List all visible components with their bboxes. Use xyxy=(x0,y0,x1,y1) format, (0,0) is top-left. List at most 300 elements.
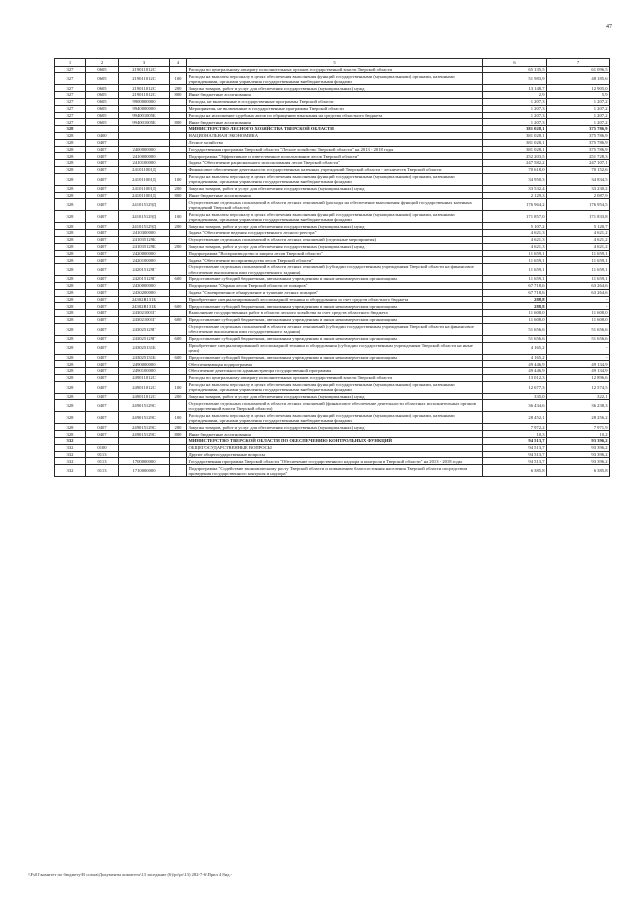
expense-type-cell xyxy=(170,465,187,477)
expense-type-cell: 200 xyxy=(170,223,187,230)
expense-type-cell xyxy=(170,250,187,257)
table-row xyxy=(55,236,610,243)
target-article-cell: 2410300000 xyxy=(119,230,170,237)
amount-planned-cell: 33 532,4 xyxy=(483,185,547,192)
amount-actual-cell: 6 385,8 xyxy=(547,465,610,477)
description-cell: Иные бюджетные ассигнования xyxy=(187,192,483,199)
expense-type-cell: 600 xyxy=(170,276,187,283)
table-row xyxy=(55,444,610,451)
expense-type-cell xyxy=(170,368,187,375)
table-row xyxy=(55,342,610,354)
admin-code-cell: 328 xyxy=(55,424,86,431)
table-row xyxy=(55,146,610,153)
section-code-cell: 0113 xyxy=(86,465,119,477)
section-code-cell: 0407 xyxy=(86,412,119,424)
amount-actual-cell: 4 621,2 xyxy=(547,230,610,237)
target-article-cell: 2410000000 xyxy=(119,153,170,160)
table-row xyxy=(55,132,610,139)
expense-type-cell xyxy=(170,132,187,139)
description-cell: Подпрограмма "Охрана лесов Тверской области от пожаров" xyxy=(187,282,483,289)
amount-planned-cell: 1 207,3 xyxy=(483,98,547,105)
section-code-cell xyxy=(86,438,119,445)
expense-type-cell: 600 xyxy=(170,303,187,310)
amount-planned-cell: 94 513,7 xyxy=(483,444,547,451)
description-cell: Закупка товаров, работ и услуг для обеспечения государственных (муниципальных) нужд xyxy=(187,424,483,431)
admin-code-cell: 328 xyxy=(55,310,86,317)
admin-code-cell: 328 xyxy=(55,354,86,361)
amount-planned-cell: 94 513,7 xyxy=(483,458,547,465)
amount-planned-cell: 1 207,3 xyxy=(483,119,547,126)
description-cell: Подпрограмма "Содействие экономическому росту Тверской области и повышению благосостояния населения Тверской области посредством проведения государственного контроля и надзора" xyxy=(187,465,483,477)
expense-type-cell: 800 xyxy=(170,431,187,438)
admin-code-cell: 328 xyxy=(55,230,86,237)
table-row xyxy=(55,166,610,173)
target-article-cell: 9900000000 xyxy=(119,98,170,105)
amount-planned-cell: 4 621,3 xyxy=(483,243,547,250)
description-cell: Закупка товаров, работ и услуг для обеспечения государственных (муниципальных) нужд xyxy=(187,223,483,230)
section-code-cell: 0605 xyxy=(86,85,119,92)
section-code-cell: 0407 xyxy=(86,160,119,167)
amount-actual-cell: - xyxy=(547,303,610,310)
admin-code-cell: 327 xyxy=(55,73,86,85)
section-code-cell: 0407 xyxy=(86,374,119,381)
admin-code-cell: 327 xyxy=(55,66,86,73)
amount-actual-cell: 11 659,1 xyxy=(547,250,610,257)
table-row xyxy=(55,73,610,85)
amount-actual-cell: 11 659,1 xyxy=(547,257,610,264)
description-cell: Финансовое обеспечение деятельности государственных казенных учреждений Тверской области - лесничеств Тверской области xyxy=(187,166,483,173)
amount-actual-cell: 93 396,2 xyxy=(547,444,610,451)
description-cell: Расходы по центральному аппарату исполнительных органов государственной власти Тверской области xyxy=(187,66,483,73)
target-article-cell: 241015129Д xyxy=(119,223,170,230)
expense-type-cell xyxy=(170,230,187,237)
target-article-cell: 243021001Г xyxy=(119,310,170,317)
table-row xyxy=(55,361,610,368)
description-cell: ОБЩЕГОСУДАРСТВЕННЫЕ ВОПРОСЫ xyxy=(187,444,483,451)
description-cell: Расходы по центральному аппарату исполнительных органов государственной власти Тверской области xyxy=(187,374,483,381)
amount-actual-cell: - xyxy=(547,296,610,303)
target-article-cell xyxy=(119,444,170,451)
header-cell: 3 xyxy=(119,59,170,67)
amount-planned-cell: 381 028,1 xyxy=(483,132,547,139)
table-row xyxy=(55,310,610,317)
section-code-cell: 0407 xyxy=(86,166,119,173)
table-row xyxy=(55,250,610,257)
admin-code-cell: 328 xyxy=(55,211,86,223)
expense-type-cell xyxy=(170,199,187,211)
admin-code-cell: 328 xyxy=(55,296,86,303)
table-row xyxy=(55,296,610,303)
amount-actual-cell: 28 256,2 xyxy=(547,412,610,424)
amount-actual-cell: 375 786,9 xyxy=(547,132,610,139)
amount-actual-cell: 34 834,5 xyxy=(547,173,610,185)
admin-code-cell: 328 xyxy=(55,153,86,160)
table-row xyxy=(55,393,610,400)
expense-type-cell: 200 xyxy=(170,85,187,92)
table-row xyxy=(55,289,610,296)
expense-type-cell xyxy=(170,105,187,112)
amount-planned-cell: 51 983,9 xyxy=(483,73,547,85)
target-article-cell: 9940000000 xyxy=(119,105,170,112)
target-article-cell: 2430200000 xyxy=(119,289,170,296)
target-article-cell xyxy=(119,438,170,445)
expense-type-cell xyxy=(170,361,187,368)
section-code-cell: 0407 xyxy=(86,323,119,335)
expense-type-cell xyxy=(170,139,187,146)
expense-type-cell xyxy=(170,66,187,73)
section-code-cell: 0605 xyxy=(86,92,119,99)
table-row xyxy=(55,424,610,431)
amount-planned-cell: 4 621,3 xyxy=(483,236,547,243)
table-row xyxy=(55,119,610,126)
description-cell: НАЦИОНАЛЬНАЯ ЭКОНОМИКА xyxy=(187,132,483,139)
section-code-cell: 0407 xyxy=(86,335,119,342)
amount-actual-cell: 11 659,1 xyxy=(547,264,610,276)
amount-actual-cell: 12 896,6 xyxy=(547,374,610,381)
description-cell: Приобретение специализированной лесопожарной техники и оборудования (субсидии государственным учреждениям Тверской области на иные цели) xyxy=(187,342,483,354)
expense-type-cell: 100 xyxy=(170,211,187,223)
admin-code-cell: 328 xyxy=(55,400,86,412)
amount-planned-cell: 247 582,2 xyxy=(483,160,547,167)
amount-planned-cell: 12 677,3 xyxy=(483,381,547,393)
section-code-cell: 0407 xyxy=(86,250,119,257)
description-cell: Закупка товаров, работ и услуг для обеспечения государственных (муниципальных) нужд xyxy=(187,393,483,400)
amount-planned-cell: 51 656,6 xyxy=(483,323,547,335)
section-code-cell: 0407 xyxy=(86,303,119,310)
budget-table xyxy=(54,58,610,477)
description-cell: Расходы на выплаты персоналу в целях обеспечения выполнения функций государственными (муниципальными) органами, казенными учреждениями, органами управления государственными внебюджетными фондами xyxy=(187,381,483,393)
amount-planned-cell: 381 028,1 xyxy=(483,126,547,133)
section-code-cell: 0605 xyxy=(86,105,119,112)
amount-actual-cell: 1 207,2 xyxy=(547,119,610,126)
page-number: 47 xyxy=(606,24,612,30)
table-row xyxy=(55,316,610,323)
amount-planned-cell: 49 446,9 xyxy=(483,368,547,375)
table-row xyxy=(55,368,610,375)
admin-code-cell: 328 xyxy=(55,173,86,185)
target-article-cell: 219011012С xyxy=(119,85,170,92)
amount-actual-cell: 176 954,5 xyxy=(547,199,610,211)
expense-type-cell xyxy=(170,451,187,458)
target-article-cell: 249015129С xyxy=(119,431,170,438)
admin-code-cell: 328 xyxy=(55,303,86,310)
amount-planned-cell: 7 972,2 xyxy=(483,424,547,431)
description-cell: Расходы, не включенные в государственные программы Тверской области xyxy=(187,98,483,105)
expense-type-cell xyxy=(170,282,187,289)
amount-actual-cell: 5 120,7 xyxy=(547,223,610,230)
footer-file-path: \\Fs01\комитет по бюджету\В созыв\Документы комитета\13 заседание (6)\pr\pr\13) 282-7-6\Прил 4 8ид.- xyxy=(28,872,233,877)
amount-actual-cell: 93 396,2 xyxy=(547,458,610,465)
amount-actual-cell: 5,9 xyxy=(547,92,610,99)
target-article-cell: 243025131Б xyxy=(119,342,170,354)
amount-planned-cell: 67 718,6 xyxy=(483,289,547,296)
description-cell: Осуществление отдельных полномочий в области лесных отношений (субсидии государственным учреждениям Тверской области на финансовое обеспечение выполнения ими государственного задания) xyxy=(187,323,483,335)
section-code-cell: 0407 xyxy=(86,316,119,323)
header-cell: 6 xyxy=(483,59,547,67)
admin-code-cell: 332 xyxy=(55,444,86,451)
description-cell: Закупка товаров, работ и услуг для обеспечения государственных (муниципальных) нужд xyxy=(187,85,483,92)
admin-code-cell: 328 xyxy=(55,381,86,393)
table-row xyxy=(55,153,610,160)
table-row xyxy=(55,354,610,361)
table-row xyxy=(55,431,610,438)
expense-type-cell xyxy=(170,264,187,276)
section-code-cell: 0407 xyxy=(86,342,119,354)
section-code-cell: 0407 xyxy=(86,424,119,431)
table-row xyxy=(55,412,610,424)
target-article-cell: 2490000000 xyxy=(119,361,170,368)
expense-type-cell: 600 xyxy=(170,335,187,342)
description-cell: Предоставление субсидий бюджетным, автономным учреждениям и иным некоммерческим организациям xyxy=(187,303,483,310)
amount-planned-cell: 4 621,3 xyxy=(483,230,547,237)
table-row xyxy=(55,276,610,283)
section-code-cell: 0407 xyxy=(86,173,119,185)
target-article-cell: 1700000000 xyxy=(119,458,170,465)
amount-actual-cell: 33 230,2 xyxy=(547,185,610,192)
amount-actual-cell: 322,1 xyxy=(547,393,610,400)
amount-planned-cell: 36 434,6 xyxy=(483,400,547,412)
target-article-cell: 241015129Д xyxy=(119,199,170,211)
section-code-cell: 0605 xyxy=(86,112,119,119)
section-code-cell: 0407 xyxy=(86,393,119,400)
description-cell: Мероприятия, не включенные в государственные программы Тверской области xyxy=(187,105,483,112)
section-code-cell: 0113 xyxy=(86,451,119,458)
target-article-cell: 241035129Б xyxy=(119,243,170,250)
admin-code-cell: 328 xyxy=(55,316,86,323)
admin-code-cell: 328 xyxy=(55,192,86,199)
expense-type-cell xyxy=(170,400,187,412)
section-code-cell: 0407 xyxy=(86,361,119,368)
target-article-cell: 242015129Г xyxy=(119,276,170,283)
amount-actual-cell: 375 786,9 xyxy=(547,139,610,146)
target-article-cell: 1710000000 xyxy=(119,465,170,477)
amount-planned-cell: 252 203,5 xyxy=(483,153,547,160)
table-row xyxy=(55,92,610,99)
description-cell: Расходы на выплаты персоналу в целях обеспечения выполнения функций государственными (муниципальными) органами, казенными учреждениями, органами управления государственными внебюджетными фондами xyxy=(187,173,483,185)
description-cell: Закупка товаров, работ и услуг для обеспечения государственных (муниципальных) нужд xyxy=(187,185,483,192)
amount-actual-cell: 51 656,6 xyxy=(547,335,610,342)
table-row xyxy=(55,257,610,264)
target-article-cell: 249015129С xyxy=(119,412,170,424)
amount-planned-cell: 11 659,1 xyxy=(483,276,547,283)
description-cell: Предоставление субсидий бюджетным, автономным учреждениям и иным некоммерческим организациям xyxy=(187,335,483,342)
table-row xyxy=(55,381,610,393)
table-row xyxy=(55,199,610,211)
admin-code-cell: 328 xyxy=(55,412,86,424)
section-code-cell: 0407 xyxy=(86,381,119,393)
section-code-cell: 0407 xyxy=(86,146,119,153)
amount-planned-cell: 67 718,6 xyxy=(483,282,547,289)
section-code-cell: 0407 xyxy=(86,236,119,243)
admin-code-cell: 328 xyxy=(55,374,86,381)
table-row xyxy=(55,451,610,458)
target-article-cell: 24302R131Б xyxy=(119,303,170,310)
amount-actual-cell: 1 207,2 xyxy=(547,105,610,112)
section-code-cell: 0407 xyxy=(86,354,119,361)
amount-actual-cell: 49 134,9 xyxy=(547,368,610,375)
amount-actual-cell: 10,2 xyxy=(547,431,610,438)
section-code-cell: 0407 xyxy=(86,431,119,438)
section-code-cell: 0407 xyxy=(86,192,119,199)
description-cell: Осуществление отдельных полномочий в области лесных отношений (отдельные мероприятия) xyxy=(187,236,483,243)
expense-type-cell: 800 xyxy=(170,119,187,126)
target-article-cell: 243025131Б xyxy=(119,354,170,361)
amount-planned-cell: 381 028,1 xyxy=(483,139,547,146)
admin-code-cell: 328 xyxy=(55,335,86,342)
expense-type-cell xyxy=(170,289,187,296)
admin-code-cell: 327 xyxy=(55,85,86,92)
target-article-cell: 2430000000 xyxy=(119,282,170,289)
description-cell: Иные бюджетные ассигнования xyxy=(187,431,483,438)
target-article-cell: 219011012С xyxy=(119,92,170,99)
expense-type-cell xyxy=(170,374,187,381)
section-code-cell: 0407 xyxy=(86,276,119,283)
description-cell: Осуществление отдельных полномочий в области лесных отношений (расходы на обеспечение выполнения функций государственных казенных учреждений Тверской области) xyxy=(187,199,483,211)
table-row xyxy=(55,323,610,335)
target-article-cell: 242015129Г xyxy=(119,264,170,276)
expense-type-cell xyxy=(170,342,187,354)
amount-planned-cell: 1 207,3 xyxy=(483,112,547,119)
target-article-cell: 2400000000 xyxy=(119,146,170,153)
section-code-cell: 0407 xyxy=(86,199,119,211)
admin-code-cell: 328 xyxy=(55,264,86,276)
target-article-cell: 243021001Г xyxy=(119,316,170,323)
target-article-cell: 994001005Б xyxy=(119,112,170,119)
amount-planned-cell: 2 129,3 xyxy=(483,192,547,199)
target-article-cell: 249011012С xyxy=(119,381,170,393)
expense-type-cell: 600 xyxy=(170,354,187,361)
amount-planned-cell: 70 618,0 xyxy=(483,166,547,173)
amount-actual-cell: 375 786,9 xyxy=(547,126,610,133)
amount-planned-cell: 11 659,1 xyxy=(483,257,547,264)
amount-actual-cell: 1 207,2 xyxy=(547,98,610,105)
admin-code-cell: 328 xyxy=(55,361,86,368)
amount-actual-cell: 61 096,5 xyxy=(547,66,610,73)
amount-planned-cell: 288,8 xyxy=(483,303,547,310)
amount-actual-cell: 63 264,6 xyxy=(547,289,610,296)
section-code-cell: 0407 xyxy=(86,211,119,223)
target-article-cell: 249011012С xyxy=(119,393,170,400)
description-cell: Задача "Своевременное обнаружение и тушение лесных пожаров" xyxy=(187,289,483,296)
amount-actual-cell: 7 971,9 xyxy=(547,424,610,431)
admin-code-cell: 328 xyxy=(55,282,86,289)
target-article-cell: 241011001Д xyxy=(119,185,170,192)
section-code-cell: 0113 xyxy=(86,458,119,465)
amount-planned-cell: 11 608,0 xyxy=(483,316,547,323)
table-row xyxy=(55,160,610,167)
description-cell: Осуществление отдельных полномочий в области лесных отношений (финансовое обеспечение деятельности областных исполнительных органов государственной власти Тверской области) xyxy=(187,400,483,412)
target-article-cell: 241011001Д xyxy=(119,166,170,173)
table-row xyxy=(55,223,610,230)
section-code-cell: 0407 xyxy=(86,310,119,317)
expense-type-cell: 200 xyxy=(170,185,187,192)
amount-actual-cell: 70 152,6 xyxy=(547,166,610,173)
table-row xyxy=(55,282,610,289)
target-article-cell xyxy=(119,132,170,139)
table-row xyxy=(55,335,610,342)
expense-type-cell: 200 xyxy=(170,424,187,431)
amount-planned-cell: 335,0 xyxy=(483,393,547,400)
amount-actual-cell: 4 621,2 xyxy=(547,236,610,243)
amount-planned-cell: 13 148,7 xyxy=(483,85,547,92)
amount-planned-cell: 288,8 xyxy=(483,296,547,303)
description-cell: Приобретение специализированной лесопожарной техники и оборудования за счет средств областного бюджета xyxy=(187,296,483,303)
table-header-row xyxy=(55,59,610,67)
amount-planned-cell: 94 513,7 xyxy=(483,451,547,458)
admin-code-cell: 328 xyxy=(55,289,86,296)
expense-type-cell xyxy=(170,160,187,167)
expense-type-cell: 100 xyxy=(170,73,187,85)
target-article-cell: 249011012С xyxy=(119,374,170,381)
amount-planned-cell: 94 513,7 xyxy=(483,438,547,445)
expense-type-cell xyxy=(170,438,187,445)
amount-planned-cell: 49 446,9 xyxy=(483,361,547,368)
table-row xyxy=(55,243,610,250)
table-row xyxy=(55,139,610,146)
amount-actual-cell: 11 608,0 xyxy=(547,316,610,323)
admin-code-cell: 328 xyxy=(55,236,86,243)
admin-code-cell: 332 xyxy=(55,438,86,445)
description-cell: Выполнение государственных работ в области лесного хозяйства за счет средств областного бюджета xyxy=(187,310,483,317)
amount-actual-cell: 48 185,6 xyxy=(547,73,610,85)
table-row xyxy=(55,66,610,73)
admin-code-cell: 328 xyxy=(55,368,86,375)
header-cell: 2 xyxy=(86,59,119,67)
target-article-cell: 2420000000 xyxy=(119,250,170,257)
admin-code-cell: 327 xyxy=(55,105,86,112)
description-cell: Подпрограмма "Эффективное и ответственное использование лесов Тверской области" xyxy=(187,153,483,160)
expense-type-cell: 200 xyxy=(170,243,187,250)
admin-code-cell: 328 xyxy=(55,276,86,283)
amount-actual-cell: 1 207,2 xyxy=(547,112,610,119)
amount-actual-cell: 11 659,1 xyxy=(547,276,610,283)
amount-planned-cell: 11 608,0 xyxy=(483,310,547,317)
header-cell: 4 xyxy=(170,59,187,67)
amount-planned-cell: 11 659,1 xyxy=(483,264,547,276)
admin-code-cell: 328 xyxy=(55,342,86,354)
admin-code-cell: 332 xyxy=(55,458,86,465)
section-code-cell: 0407 xyxy=(86,368,119,375)
description-cell: Расходы на выплаты персоналу в целях обеспечения выполнения функций государственными (муниципальными) органами, казенными учреждениями, органами управления государственными внебюджетными фондами xyxy=(187,412,483,424)
description-cell: Предоставление субсидий бюджетным, автономным учреждениям и иным некоммерческим организациям xyxy=(187,354,483,361)
amount-actual-cell: 51 656,6 xyxy=(547,323,610,335)
admin-code-cell: 328 xyxy=(55,139,86,146)
expense-type-cell xyxy=(170,323,187,335)
target-article-cell: 994001005Б xyxy=(119,119,170,126)
section-code-cell: 0407 xyxy=(86,257,119,264)
target-article-cell: 241035129Б xyxy=(119,236,170,243)
expense-type-cell xyxy=(170,310,187,317)
section-code-cell: 0407 xyxy=(86,282,119,289)
header-cell: 7 xyxy=(547,59,610,67)
admin-code-cell: 327 xyxy=(55,112,86,119)
amount-planned-cell: 171 857,0 xyxy=(483,211,547,223)
amount-actual-cell: 247 107,1 xyxy=(547,160,610,167)
target-article-cell: 249015129С xyxy=(119,400,170,412)
table-row xyxy=(55,85,610,92)
amount-planned-cell: 381 028,1 xyxy=(483,146,547,153)
admin-code-cell: 327 xyxy=(55,119,86,126)
section-code-cell: 0407 xyxy=(86,264,119,276)
amount-actual-cell: - xyxy=(547,342,610,354)
section-code-cell: 0100 xyxy=(86,444,119,451)
target-article-cell: 241011001Д xyxy=(119,173,170,185)
table-row xyxy=(55,185,610,192)
amount-actual-cell: 171 833,8 xyxy=(547,211,610,223)
table-body xyxy=(55,66,610,477)
expense-type-cell: 800 xyxy=(170,192,187,199)
description-cell: Расходы на выплаты персоналу в целях обеспечения выполнения функций государственными (муниципальными) органами, казенными учреждениями, органами управления государственными внебюджетными фондами xyxy=(187,211,483,223)
